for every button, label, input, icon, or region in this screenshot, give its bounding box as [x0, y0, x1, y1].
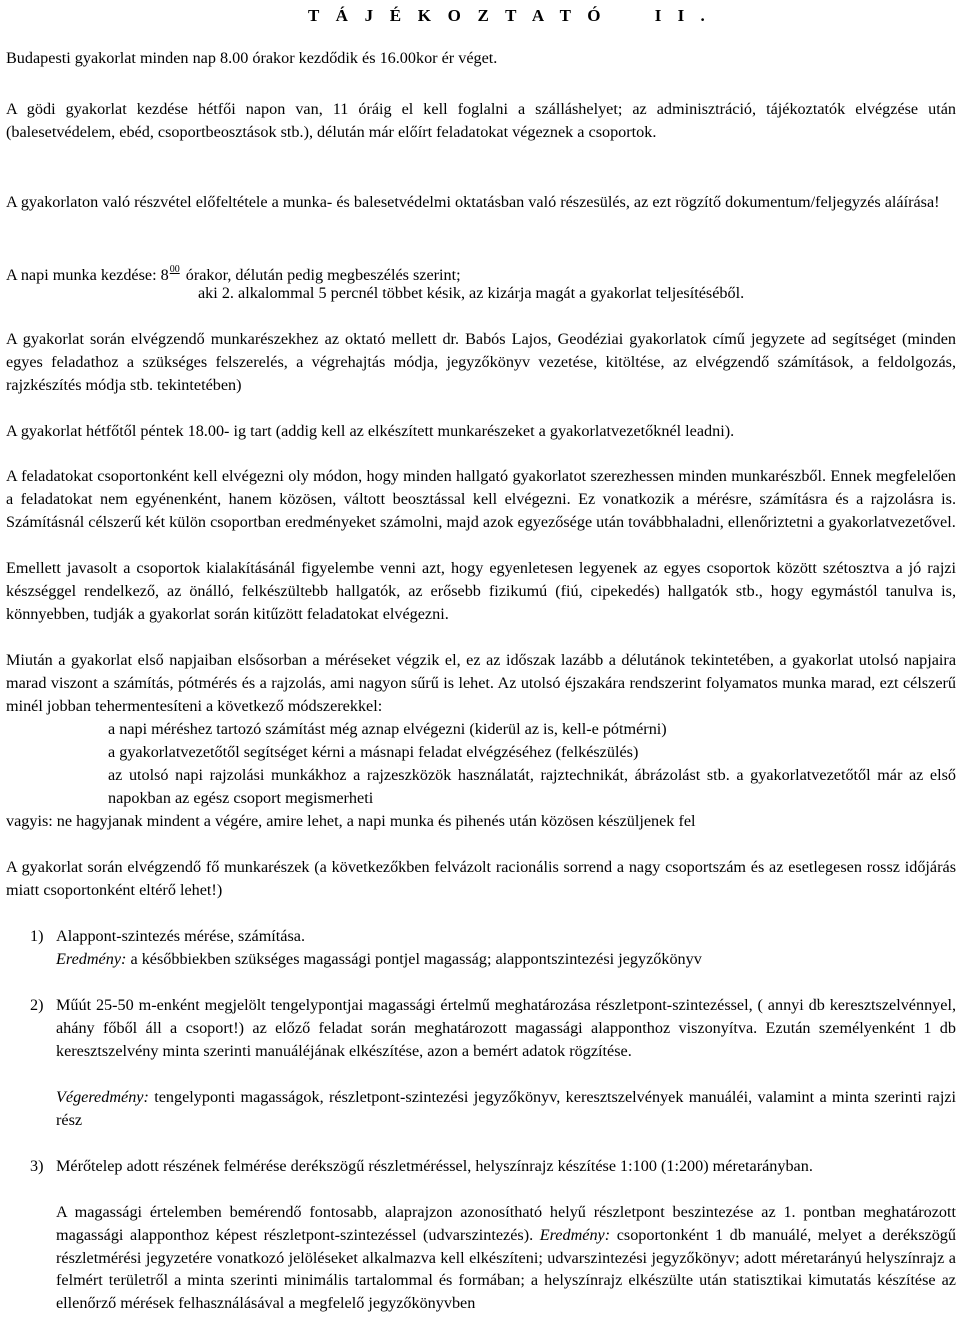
- paragraph-main-parts: A gyakorlat során elvégzendő fő munkarészek (a következőkben felvázolt racionális sorrend a nagy csoportszám és az esetlegesen rossz időjárás miatt csoportonként eltérő lehet!): [6, 858, 956, 899]
- result-text: csoportonként 1 db manuálé, melyet a derékszögű részletmérési jegyzetére vonatkozó jelöléseket alkalmazva kell elkészíteni; udvarszintezési jegyzőkönyv; adott méretarányú helyszínrajz a felmért területről a minta szerinti minimális tartalommal és formában; a helyszínrajz elkészülte után statisztikai kimutatás készítése az ellenőrző mérések felhasználásával a megfelelő jegyzőkönyvben: [56, 1225, 956, 1313]
- list-item-text: Mérőtelep adott részének felmérése derékszögű részletméréssel, helyszínrajz készítése 1:100 (1:200) méretarányban.: [56, 1157, 813, 1175]
- daily-start-text-end: órakor, délután pedig megbeszélés szerint;: [185, 266, 461, 284]
- result-text: tengelyponti magasságok, részletpont-szintezési jegyzőkönyv, keresztszelvények manuáléi, valamint a minta szerinti rajzi rész: [56, 1088, 956, 1129]
- paragraph-lateness-rule: aki 2. alkalommal 5 percnél többet késik, az kizárja magát a gyakorlat teljesítéséből.: [198, 284, 745, 302]
- list-item-text: Alappont-szintezés mérése, számítása.: [56, 927, 306, 945]
- result-label: Eredmény:: [56, 950, 127, 968]
- list-item-text-2: A magassági értelemben bemérendő fontosabb, alaprajzon azonosítható helyű részletpont beszintezése az 1. pontban meghatározott magassági alapponthoz képest részletpont-szintezéssel (udvarszintezés).: [56, 1203, 956, 1244]
- daily-start-minutes: 00: [169, 264, 180, 275]
- list-item-number: 1): [30, 927, 44, 945]
- list-item-text-continued: [56, 1201, 956, 1315]
- list-item-text: Műút 25-50 m-enként megjelölt tengelypontjai magassági értelmű meghatározása részletpont-szintezéssel, ( annyi db keresztszelvénnyel, ahány főből áll a csoport!) az előző feladat során meghatározott magassági alapponthoz viszonyítva. Ezután személyenként 1 db keresztszelvény minta szerinti manuáléjának elkészítése, azon a bemért adatok rögzítése.: [56, 996, 956, 1060]
- paragraph-budapest: Budapesti gyakorlat minden nap 8.00 órakor kezdődik és 16.00kor ér véget.: [6, 49, 498, 67]
- page-title: [308, 5, 711, 28]
- paragraph-besides: Emellett javasolt a csoportok kialakításánál figyelembe venni azt, hogy egyenletesen legyenek az egyes csoportok között szétosztva a jó rajzi készséggel rendelkező, az önálló, felkészültebb hallgatók, az erősebb fizikumú (fiú, cipekedés) hallgatók stb., hogy egymástól tanulva is, könnyebben, tudják a gyakorlat során kitűzött feladatokat elvégezni.: [6, 559, 956, 623]
- indented-method-1: a napi méréshez tartozó számítást még aznap elvégezni (kiderül az is, kell-e pótmérni): [108, 720, 667, 738]
- paragraph-in-short: vagyis: ne hagyjanak mindent a végére, amire lehet, a napi munka és pihenés után közösen készüljenek fel: [6, 812, 696, 830]
- paragraph-prerequisite: A gyakorlaton való részvétel előfeltétele a munka- és balesetvédelmi oktatásban való részesülés, az ezt rögzítő dokumentum/feljegyzés aláírása!: [6, 193, 940, 211]
- indented-method-3: az utolsó napi rajzolási munkákhoz a rajzeszközök használatát, rajztechnikát, ábrázolást stb. a gyakorlatvezetőtől már az első napokban az egész csoport megismerheti: [108, 766, 956, 807]
- result-text: a későbbiekben szükséges magassági pontjel magasság; alappontszintezési jegyzőkönyv: [126, 950, 702, 968]
- result-label: Eredmény:: [539, 1225, 611, 1244]
- list-item-result: [56, 948, 956, 971]
- paragraph-godi: A gödi gyakorlat kezdése hétfői napon van, 11 óráig el kell foglalni a szálláshelyet; az adminisztráció, tájékoztatók elvégzése után (balesetvédelem, ebéd, csoportbeosztások stb.), délután már előírt feladatokat végeznek a csoportok.: [6, 100, 956, 141]
- paragraph-work-parts: A gyakorlat során elvégzendő munkarészekhez az oktató mellett dr. Babós Lajos, Geodéziai gyakorlatok című jegyzete ad segítséget (minden egyes feladathoz a szükséges felszerelés, a végrehajtás módja, jegyzőkönyv vezetése, kitöltése, az elvégzendő számítások, a feldolgozás, rajzkészítés módja stb. tekintetében): [6, 330, 956, 394]
- result-label: Végeredmény:: [56, 1088, 149, 1106]
- title-roman-numeral: I I .: [654, 6, 711, 25]
- title-text: T Á J É K O Z T A T Ó: [308, 6, 607, 25]
- paragraph-after: Miután a gyakorlat első napjaiban elsősorban a méréseket végzik el, ez az időszak lazább a délutánok tekintetében, a gyakorlat utolsó napjaira marad viszont a számítás, pótmérés és a rajzolás, ami nagyon sűrű is lehet. Az utolsó éjszakára rendszerint folyamatos munka marad, ezt célszerű minél jobban tehermentesíteni a következő módszerekkel:: [6, 651, 956, 715]
- daily-start-text: A napi munka kezdése: 8: [6, 266, 169, 284]
- paragraph-groups: A feladatokat csoportonként kell elvégezni oly módon, hogy minden hallgató gyakorlatot szerezhessen minden munkarészből. Ennek megfelelően a feladatokat nem egyénenként, hanem közösen, váltott beosztással kell elvégezni. Ez vonatkozik a mérésre, számításra és a rajzolásra is. Számításnál célszerű két külön csoportban eredményeket számolni, majd azok egyezősége után továbbhaladni, ellenőriztetni a gyakorlatvezetővel.: [6, 467, 956, 531]
- list-item-number: 2): [30, 996, 44, 1014]
- indented-method-2: a gyakorlatvezetőtől segítséget kérni a másnapi feladat elvégzéséhez (felkészülés): [108, 743, 639, 761]
- list-item-number: 3): [30, 1157, 44, 1175]
- paragraph-monday-friday: A gyakorlat hétfőtől péntek 18.00- ig tart (addig kell az elkészített munkarészeket a gyakorlatvezetőknél leadni).: [6, 422, 735, 440]
- list-item-result: [56, 1086, 956, 1132]
